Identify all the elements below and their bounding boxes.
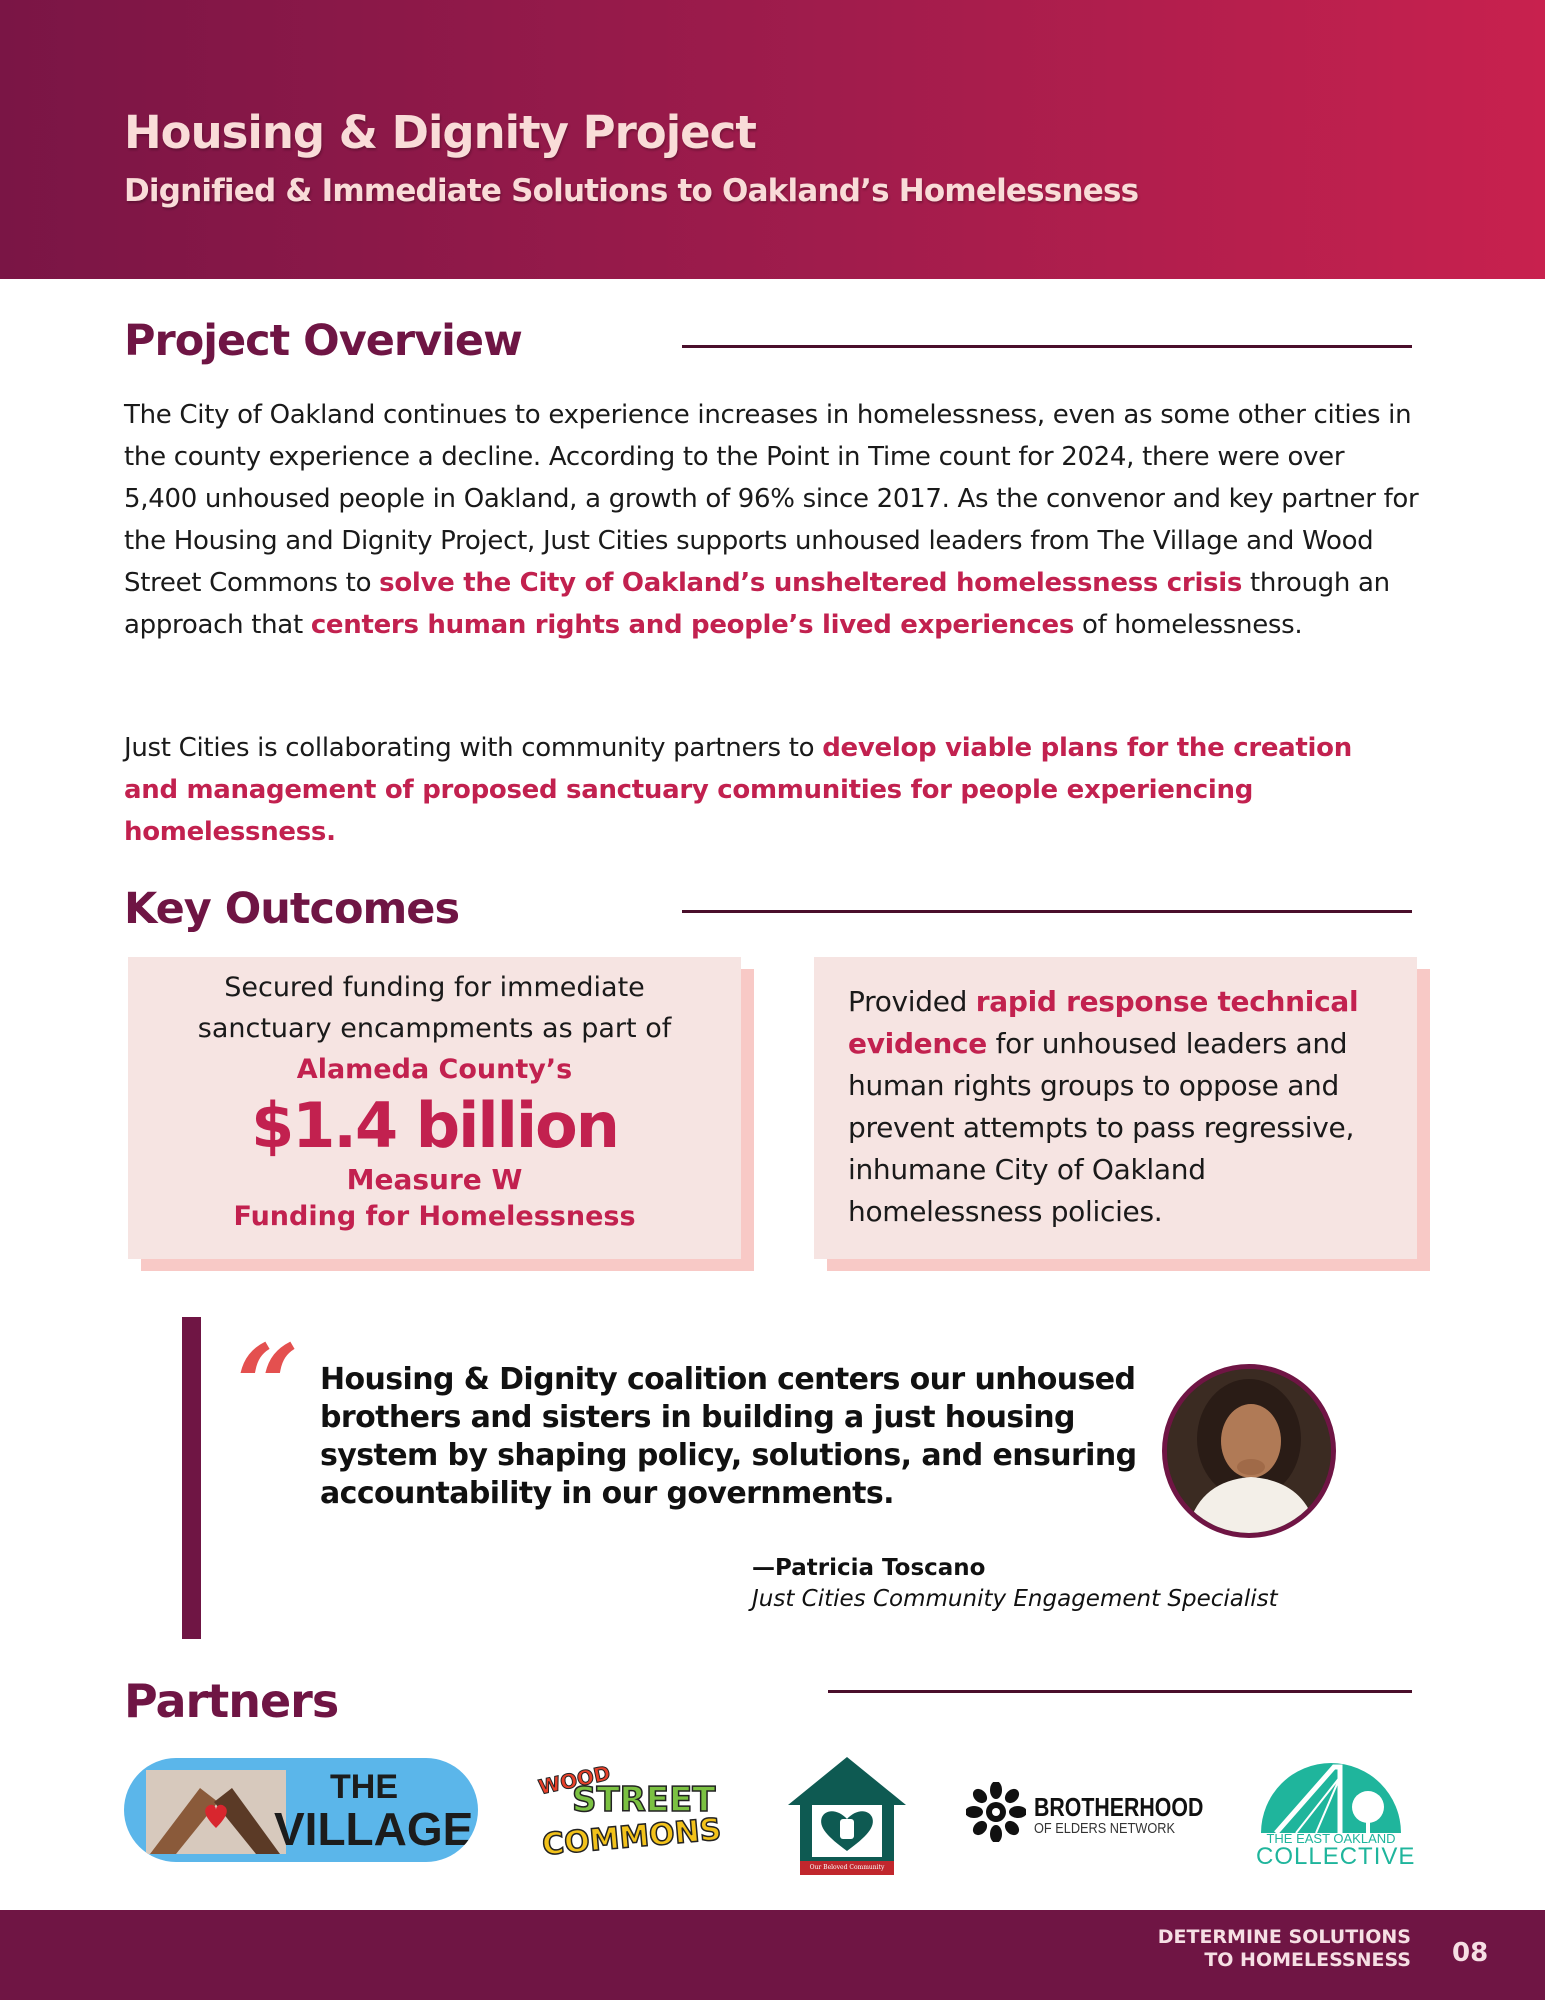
- wood-text: WOOD: [536, 1760, 613, 1800]
- overview-divider: [682, 345, 1412, 348]
- outcome-card-evidence: [814, 957, 1417, 1259]
- quote-accent-bar: [182, 1317, 201, 1639]
- quote-mark-icon: “: [236, 1320, 300, 1449]
- overview-heading: Project Overview: [124, 316, 522, 366]
- portrait-photo: [1167, 1369, 1331, 1533]
- overview-highlight: develop viable plans for the creation and management of proposed sanctuary communities for people experiencing homelessness.: [124, 733, 1352, 847]
- avatar: [1162, 1364, 1336, 1538]
- tribal-emblem-icon: [966, 1782, 1026, 1842]
- outcome-card-funding: [128, 957, 741, 1259]
- card-funding-intro: Secured funding for immediate sanctuary encampments as part of: [197, 972, 672, 1044]
- partner-logo-brotherhood-elders: [966, 1780, 1206, 1844]
- hands-heart-icon: [140, 1758, 290, 1862]
- card-funding-county: Alameda County’s: [296, 1054, 573, 1085]
- funding-amount: $1.4 billion: [251, 1089, 618, 1162]
- beloved-caption: Our Beloved Community Action Network: [800, 1861, 894, 1875]
- partner-logo-the-village: [124, 1758, 478, 1862]
- quote-text: Housing & Dignity coalition centers our unhoused brothers and sisters in building a just housing system by shaping policy, solutions, and ensuring accountability in our governments.: [320, 1362, 1137, 1511]
- overview-paragraph-2: [124, 727, 1374, 853]
- card-funding-text: [128, 967, 741, 1236]
- page-footer: [0, 1910, 1545, 2000]
- overview-text: through an approach that: [124, 568, 1390, 640]
- page-number: 08: [1452, 1938, 1489, 1968]
- quote-author: —Patricia Toscano: [752, 1555, 986, 1581]
- card-evidence-lead: Provided: [848, 985, 976, 1018]
- outcomes-heading: Key Outcomes: [124, 884, 460, 934]
- east-oakland-top: THE EAST OAKLAND: [1266, 1831, 1396, 1846]
- page-title: Housing & Dignity Project: [124, 106, 756, 159]
- outcomes-divider: [682, 910, 1412, 913]
- east-oakland-name: COLLECTIVE: [1256, 1843, 1416, 1870]
- brotherhood-sub: OF ELDERS NETWORK: [1034, 1820, 1175, 1837]
- brotherhood-name: BROTHERHOOD: [1034, 1792, 1204, 1822]
- partners-heading: Partners: [124, 1674, 339, 1728]
- village-name-text: VILLAGE: [274, 1803, 474, 1855]
- quote-author-role: Just Cities Community Engagement Specialist: [752, 1586, 1278, 1612]
- card-evidence-body: for unhoused leaders and human rights groups to oppose and prevent attempts to pass regressive, inhumane City of Oakland homelessness policies.: [848, 1027, 1355, 1228]
- card-funding-measure: Measure W: [346, 1163, 523, 1196]
- commons-text: COMMONS: [540, 1812, 723, 1863]
- overview-text: Just Cities is collaborating with community partners to: [124, 733, 823, 763]
- overview-paragraph-1: [124, 394, 1424, 646]
- overview-highlight: centers human rights and people’s lived experiences: [310, 610, 1075, 640]
- partner-logo-beloved-community: [784, 1753, 910, 1885]
- village-the-text: THE: [330, 1768, 398, 1806]
- partner-logo-east-oakland-collective: [1256, 1757, 1416, 1870]
- card-evidence-text: [848, 981, 1389, 1233]
- house-fist-icon: [784, 1753, 910, 1865]
- overview-text: The City of Oakland continues to experience increases in homelessness, even as some other cities in the county experience a decline. According to the Point in Time count for 2024, there were over 5,400 unhoused people in Oakland, a growth of 96% since 2017. As the convenor and key partner for the Housing and Dignity Project, Just Cities supports unhoused leaders from The Village and Wood Street Commons to: [124, 400, 1419, 598]
- bridge-tree-emblem-icon: [1256, 1757, 1406, 1837]
- card-evidence-highlight: rapid response technical evidence: [848, 985, 1359, 1060]
- overview-highlight: solve the City of Oakland’s unsheltered homelessness crisis: [379, 568, 1243, 598]
- partner-logo-wood-street-commons: [532, 1760, 723, 1864]
- page-header: [0, 0, 1545, 279]
- footer-label-line-2: TO HOMELESSNESS: [1204, 1949, 1411, 1971]
- overview-text: of homelessness.: [1074, 610, 1303, 640]
- street-text: STREET: [572, 1780, 716, 1820]
- partners-divider: [828, 1690, 1412, 1693]
- card-funding-purpose: Funding for Homelessness: [233, 1201, 636, 1232]
- page-subtitle: Dignified & Immediate Solutions to Oakland’s Homelessness: [124, 173, 1139, 209]
- footer-label-line-1: DETERMINE SOLUTIONS: [1157, 1926, 1411, 1948]
- footer-section-label: [1158, 1926, 1411, 1972]
